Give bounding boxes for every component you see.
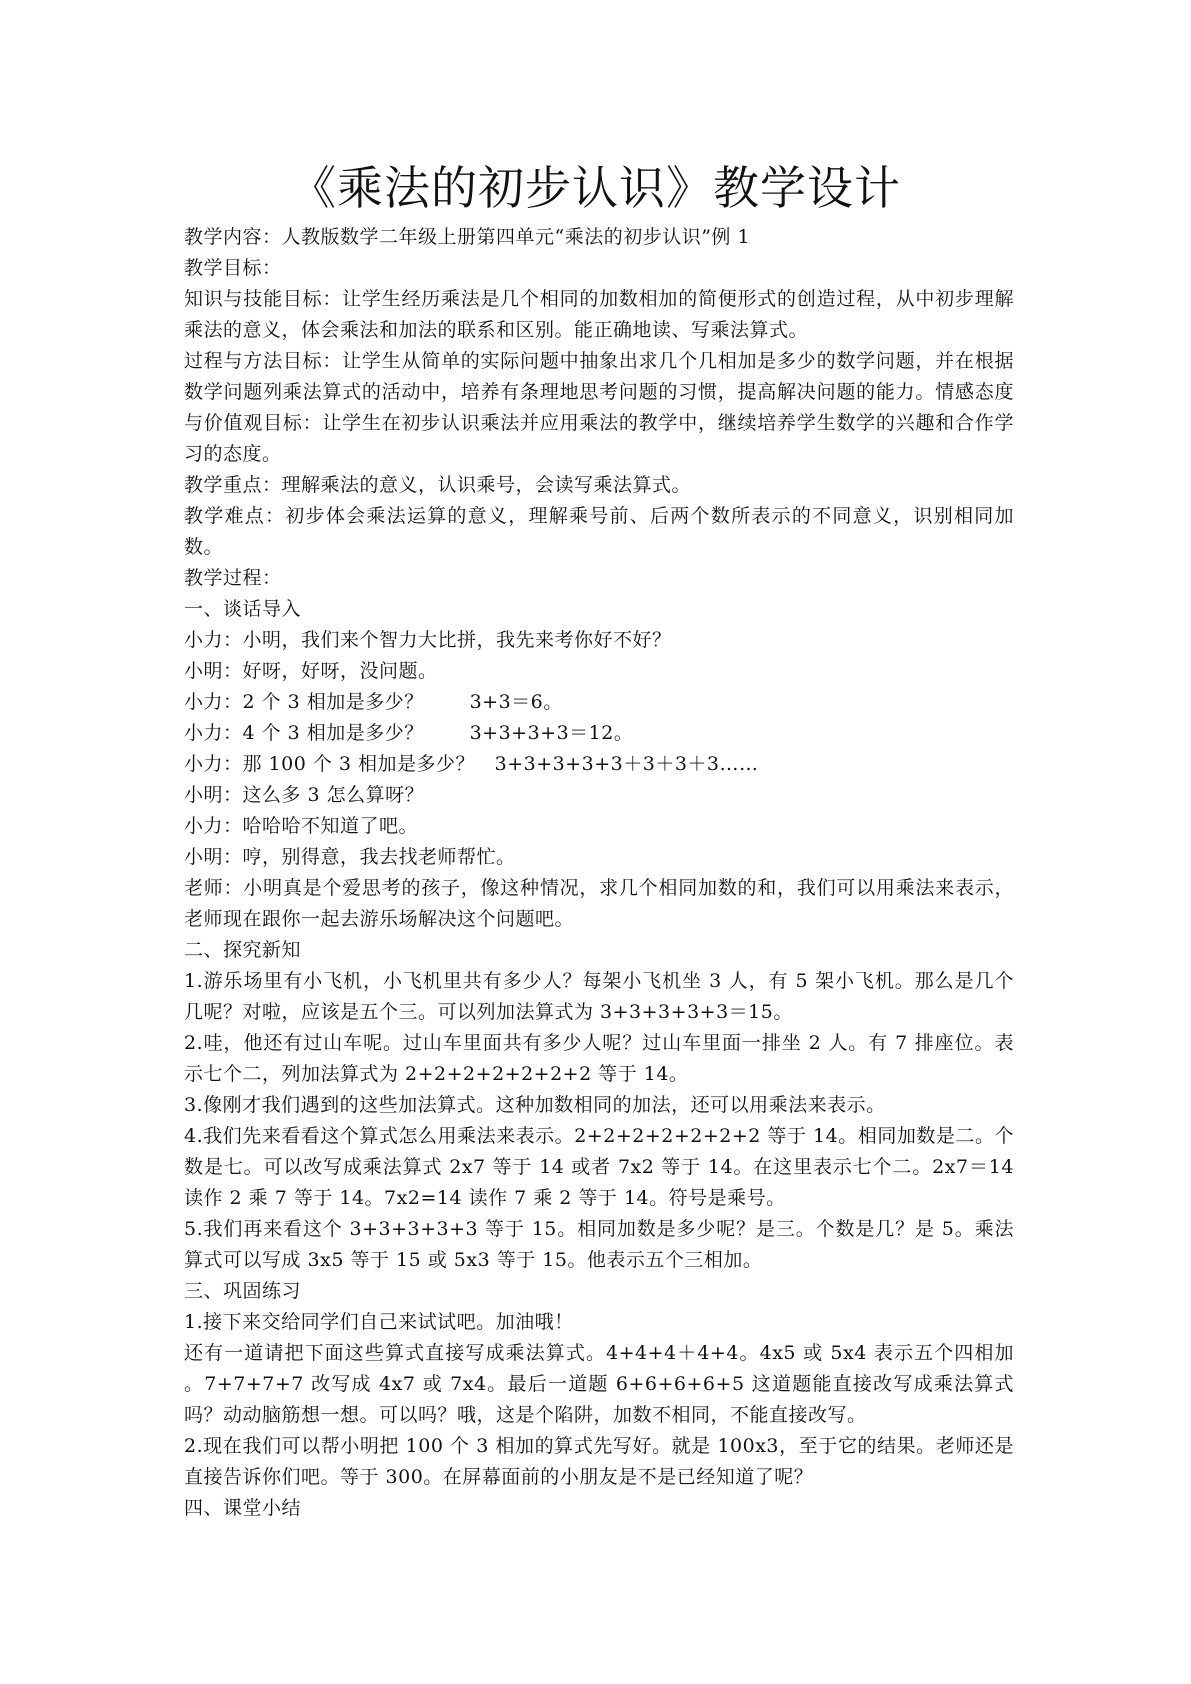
- paragraph-process-heading: 教学过程：: [184, 567, 282, 589]
- practice-item: 2.现在我们可以帮小明把 100 个 3 相加的算式先写好。就是 100x3，至于它的结果。老师还是直接告诉你们吧。等于 300。在屏幕面前的小朋友是不是已经知道了呢？: [184, 1435, 1014, 1488]
- dialogue-line: 老师：小明真是个爱思考的孩子，像这种情况，求几个相同加数的和，我们可以用乘法来表示，老师现在跟你一起去游乐场解决这个问题吧。: [184, 877, 1014, 930]
- section-heading-practice: 三、巩固练习: [184, 1280, 302, 1302]
- dialogue-line: 小明：这么多 3 怎么算呀？: [184, 784, 425, 806]
- explore-item: 5.我们再来看这个 3+3+3+3+3 等于 15。相同加数是多少呢？是三。个数是几？是 5。乘法算式可以写成 3x5 等于 15 或 5x3 等于 15。他表示五个三相加。: [184, 1218, 1014, 1271]
- practice-item: 还有一道请把下面这些算式直接写成乘法算式。4+4+4＋4+4。4x5 或 5x4 表示五个四相加 。7+7+7+7 改写成 4x7 或 7x4。最后一道题 6+6+6+6+5 这道题能直接改写成乘法算式吗？动动脑筋想一想。可以吗？哦，这是个陷阱，加数不相同，不能直接改写。: [184, 1342, 1021, 1426]
- dialogue-line: 小力：4 个 3 相加是多少？ 3+3+3+3＝12。: [184, 722, 634, 744]
- dialogue-line: 小力：那 100 个 3 相加是多少？ 3+3+3+3+3＋3＋3＋3……: [184, 753, 759, 775]
- section-heading-explore: 二、探究新知: [184, 939, 302, 961]
- document-title: 《乘法的初步认识》教学设计: [290, 161, 901, 215]
- section-heading-summary: 四、课堂小结: [184, 1497, 302, 1519]
- practice-item: 1.接下来交给同学们自己来试试吧。加油哦！: [184, 1311, 574, 1333]
- dialogue-line: 小明：好呀，好呀，没问题。: [184, 660, 438, 682]
- explore-item: 2.哇，他还有过山车呢。过山车里面共有多少人呢？过山车里面一排坐 2 人。有 7 排座位。表示七个二，列加法算式为 2+2+2+2+2+2+2 等于 14。: [184, 1032, 1014, 1085]
- explore-item: 1.游乐场里有小飞机，小飞机里共有多少人？每架小飞机坐 3 人，有 5 架小飞机。那么是几个几呢？对啦，应该是五个三。可以列加法算式为 3+3+3+3+3＝15。: [184, 970, 1014, 1023]
- paragraph-teaching-goals-heading: 教学目标：: [184, 257, 282, 279]
- explore-item: 3.像刚才我们遇到的这些加法算式。这种加数相同的加法，还可以用乘法来表示。: [184, 1094, 886, 1116]
- paragraph-process-goal: 过程与方法目标：让学生从简单的实际问题中抽象出求几个几相加是多少的数学问题，并在根据数学问题列乘法算式的活动中，培养有条理地思考问题的习惯，提高解决问题的能力。情感态度与价值观目标：让学生在初步认识乘法并应用乘法的教学中，继续培养学生数学的兴趣和合作学习的态度。: [184, 350, 1014, 465]
- paragraph-difficulty: 教学难点：初步体会乘法运算的意义，理解乘号前、后两个数所表示的不同意义，识别相同加数。: [184, 505, 1014, 558]
- document-body: [184, 222, 1021, 1524]
- section-heading-intro: 一、谈话导入: [184, 598, 302, 620]
- dialogue-line: 小力：哈哈哈不知道了吧。: [184, 815, 419, 837]
- paragraph-teaching-content: 教学内容：人教版数学二年级上册第四单元“乘法的初步认识”例 1: [184, 226, 751, 248]
- dialogue-line: 小力：小明，我们来个智力大比拼，我先来考你好不好？: [184, 629, 672, 651]
- dialogue-line: 小力：2 个 3 相加是多少？ 3+3＝6。: [184, 691, 563, 713]
- paragraph-key-point: 教学重点：理解乘法的意义，认识乘号，会读写乘法算式。: [184, 474, 692, 496]
- paragraph-knowledge-goal: 知识与技能目标：让学生经历乘法是几个相同的加数相加的简便形式的创造过程，从中初步理解乘法的意义，体会乘法和加法的联系和区别。能正确地读、写乘法算式。: [184, 288, 1014, 341]
- explore-item: 4.我们先来看看这个算式怎么用乘法来表示。2+2+2+2+2+2+2 等于 14。相同加数是二。个数是七。可以改写成乘法算式 2x7 等于 14 或者 7x2 等于 14。在这里表示七个二。2x7＝14 读作 2 乘 7 等于 14。7x2=14 读作 7 乘 2 等于 14。符号是乘号。: [184, 1125, 1021, 1209]
- dialogue-line: 小明：哼，别得意，我去找老师帮忙。: [184, 846, 516, 868]
